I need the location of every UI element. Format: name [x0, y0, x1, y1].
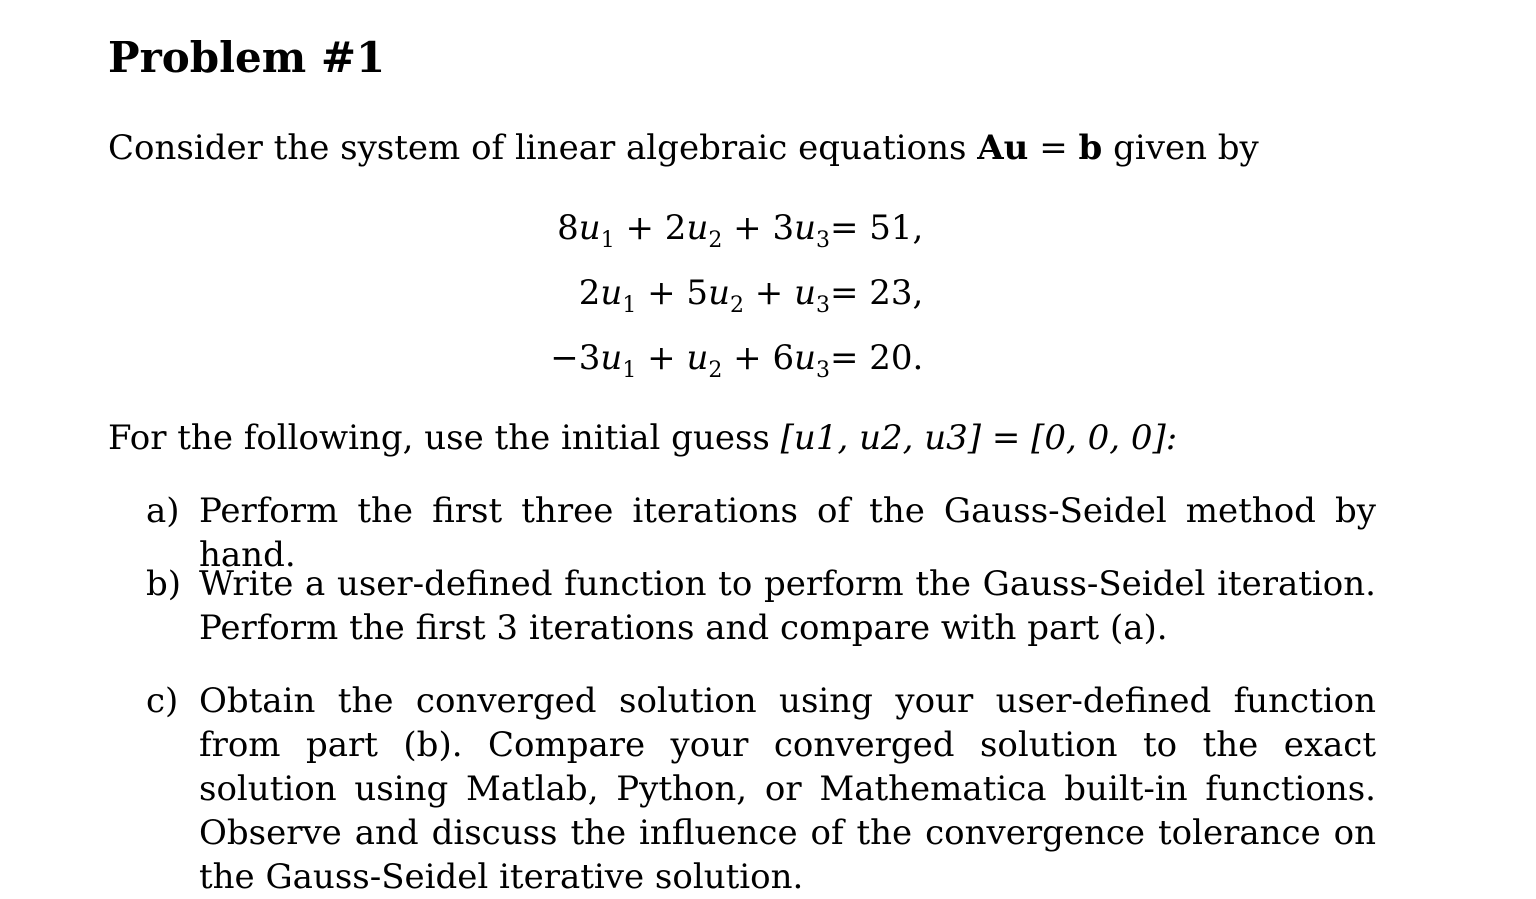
equation-rhs-row-3	[830, 336, 1030, 380]
initial-guess-sentence	[108, 416, 1177, 460]
equation-row-1	[0, 206, 830, 253]
vector-b-symbol: b	[1078, 128, 1103, 168]
equals-sign: =	[1028, 128, 1079, 168]
equation-lhs: $2u_1 + 5u_2 + u_3$	[578, 273, 830, 318]
equation-lhs: $8u_1 + 2u_2 + 3u_3$	[557, 208, 830, 253]
equation-rhs: = 51,	[830, 208, 924, 248]
equation-rhs-row-2	[830, 271, 1030, 315]
equation-rhs-row-1	[830, 206, 1030, 250]
item-label: c)	[146, 681, 179, 721]
equation-rhs: = 20.	[830, 338, 924, 378]
list-item-b	[146, 562, 1376, 650]
equation-lhs: $-3u_1 + u_2 + 6u_3$	[550, 338, 830, 383]
equation-row-3	[0, 336, 830, 383]
equation-row-2	[0, 271, 830, 318]
item-text: Obtain the converged solution using your user-defined function from part (b). Compare your converged solution to the exact solution using Matlab, Python, or Mathematica built-in functions. Observe and discuss the influence of the convergence tolerance on the Gauss-Seidel iterative solution.	[199, 681, 1376, 897]
item-text: Perform the first three iterations of the Gauss-Seidel method by hand.	[199, 491, 1376, 575]
list-item-c	[146, 679, 1376, 899]
matrix-symbol: Au	[977, 128, 1029, 168]
guess-text: For the following, use the initial guess	[108, 418, 770, 458]
intro-text: Consider the system of linear algebraic equations	[108, 128, 967, 168]
problem-title: Problem #1	[108, 33, 386, 82]
equation-rhs: = 23,	[830, 273, 924, 313]
item-label: a)	[146, 491, 180, 531]
intro-tail: given by	[1113, 128, 1259, 168]
guess-vector: [u1, u2, u3] = [0, 0, 0]:	[780, 418, 1178, 458]
item-label: b)	[146, 564, 182, 604]
item-text: Write a user-defined function to perform the Gauss-Seidel iteration. Perform the first 3 iterations and compare with part (a).	[199, 564, 1376, 648]
intro-sentence	[108, 126, 1259, 170]
